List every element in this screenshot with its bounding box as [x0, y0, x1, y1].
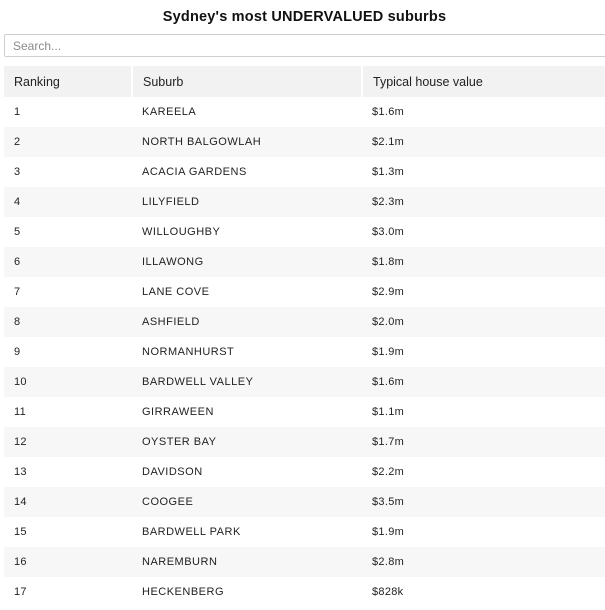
ranking-cell: 1 [14, 106, 21, 118]
house-value-cell: $3.5m [362, 487, 605, 517]
ranking-cell: 15 [14, 526, 27, 538]
suburb-cell: LANE COVE [142, 286, 210, 298]
house-value-cell: $3.0m [372, 226, 405, 238]
table-row [4, 307, 605, 337]
header-row [4, 66, 605, 97]
house-value-cell: $1.1m [372, 406, 405, 418]
table-row [4, 577, 605, 607]
table-row [4, 157, 605, 187]
table-row [4, 517, 605, 547]
ranking-cell: 10 [4, 367, 132, 397]
table-row [4, 457, 605, 487]
house-value-cell: $2.0m [362, 307, 605, 337]
ranking-cell: 13 [14, 466, 27, 478]
ranking-cell: 17 [14, 586, 27, 598]
house-value-cell: $2.9m [372, 286, 405, 298]
house-value-cell: $2.2m [372, 466, 405, 478]
search-input[interactable] [4, 34, 605, 57]
suburbs-table [4, 66, 605, 607]
ranking-cell: 12 [4, 427, 132, 457]
table-row [4, 247, 605, 277]
table-body [4, 97, 605, 607]
house-value-cell: $1.3m [372, 166, 405, 178]
column-header-suburb[interactable]: Suburb [132, 66, 362, 97]
ranking-cell: 9 [14, 346, 21, 358]
page-title: Sydney's most UNDERVALUED suburbs [162, 9, 447, 25]
house-value-cell: $1.6m [362, 367, 605, 397]
house-value-cell: $2.8m [362, 547, 605, 577]
table-row [4, 277, 605, 307]
suburb-cell: OYSTER BAY [132, 427, 362, 457]
table-row [4, 337, 605, 367]
table-row [4, 187, 605, 217]
ranking-cell: 4 [4, 187, 132, 217]
suburb-cell: BARDWELL PARK [142, 526, 241, 538]
suburb-cell: COOGEE [132, 487, 362, 517]
suburb-cell: ACACIA GARDENS [142, 166, 247, 178]
table-row [4, 547, 605, 577]
ranking-cell: 11 [14, 406, 27, 418]
house-value-cell: $1.6m [372, 106, 405, 118]
ranking-cell: 8 [4, 307, 132, 337]
suburb-cell: ILLAWONG [132, 247, 362, 277]
house-value-cell: $1.9m [372, 346, 405, 358]
house-value-cell: $2.3m [362, 187, 605, 217]
table-header [4, 66, 605, 97]
suburb-cell: LILYFIELD [132, 187, 362, 217]
search-bar [4, 34, 605, 57]
ranking-cell: 7 [14, 286, 21, 298]
suburb-cell: NORMANHURST [142, 346, 235, 358]
ranking-cell: 16 [4, 547, 132, 577]
ranking-cell: 14 [4, 487, 132, 517]
house-value-cell: $1.8m [362, 247, 605, 277]
suburb-cell: NORTH BALGOWLAH [132, 127, 362, 157]
suburb-cell: WILLOUGHBY [142, 226, 221, 238]
house-value-cell: $828k [372, 586, 404, 598]
suburb-cell: BARDWELL VALLEY [132, 367, 362, 397]
ranking-cell: 5 [14, 226, 21, 238]
ranking-cell: 2 [4, 127, 132, 157]
table-row [4, 427, 605, 457]
suburb-cell: NAREMBURN [132, 547, 362, 577]
table-row [4, 97, 605, 127]
column-header-ranking[interactable]: Ranking [4, 66, 132, 97]
suburb-cell: ASHFIELD [132, 307, 362, 337]
ranking-cell: 6 [4, 247, 132, 277]
column-header-house-value[interactable]: Typical house value [362, 66, 605, 97]
table-row [4, 487, 605, 517]
suburb-cell: KAREELA [142, 106, 197, 118]
house-value-cell: $2.1m [362, 127, 605, 157]
table-row [4, 127, 605, 157]
table-row [4, 397, 605, 427]
suburb-cell: HECKENBERG [142, 586, 225, 598]
house-value-cell: $1.9m [372, 526, 405, 538]
table-row [4, 217, 605, 247]
suburb-cell: GIRRAWEEN [142, 406, 214, 418]
ranking-cell: 3 [14, 166, 21, 178]
suburb-cell: DAVIDSON [142, 466, 203, 478]
house-value-cell: $1.7m [362, 427, 605, 457]
table-row [4, 367, 605, 397]
